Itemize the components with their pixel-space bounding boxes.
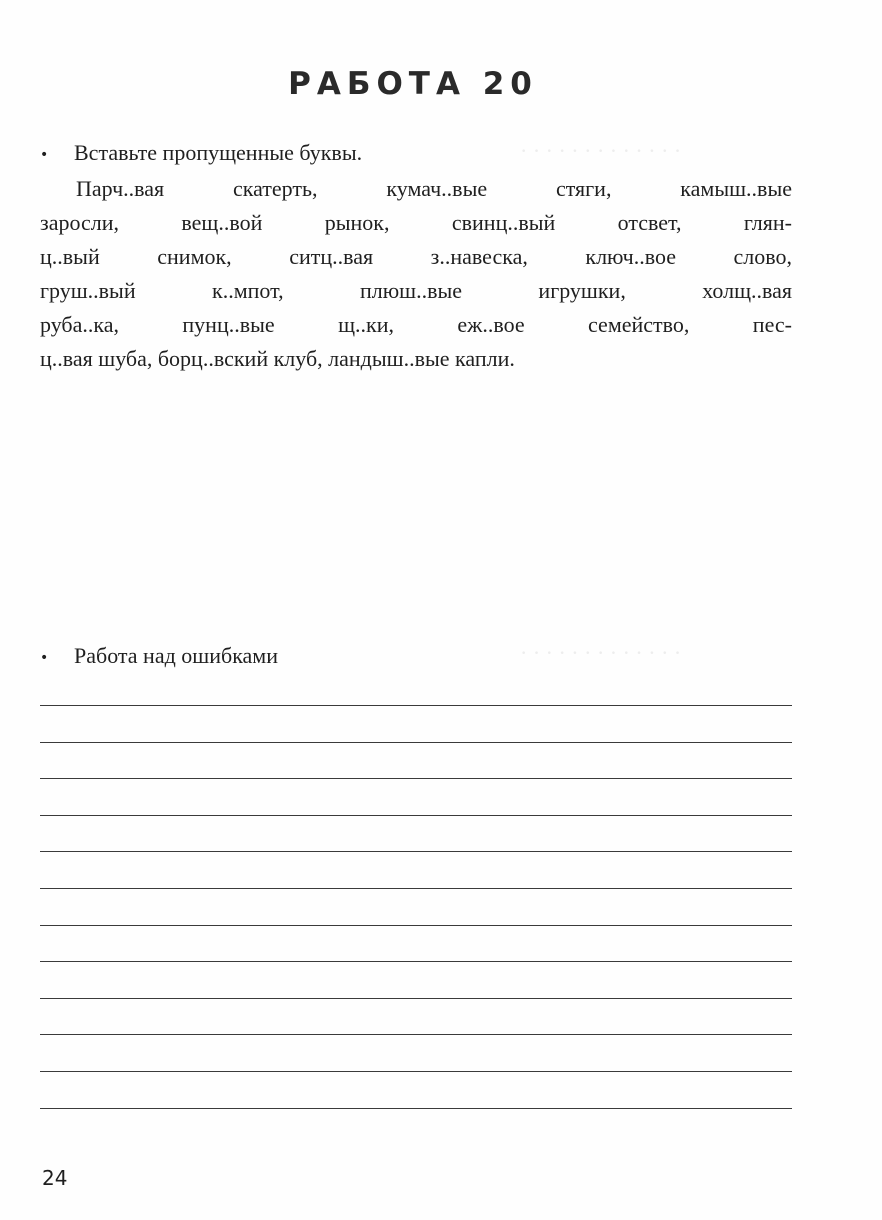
writing-line xyxy=(40,998,792,1035)
page-title: РАБОТА 20 xyxy=(288,66,538,102)
page-number: 24 xyxy=(42,1166,68,1190)
exercise-line: ц..вая шуба, борц..вский клуб, ландыш..вые капли. xyxy=(40,346,515,371)
exercise-line: Парч..вая скатерть, кумач..вые стяги, камыш..вые xyxy=(76,176,792,201)
exercise-line: заросли, вещ..вой рынок, свинц..вый отсвет, глян- xyxy=(40,210,792,235)
exercise-line: руба..ка, пунц..вые щ..ки, еж..вое семейство, пес- xyxy=(40,312,792,337)
writing-line xyxy=(40,851,792,888)
writing-line xyxy=(40,925,792,962)
exercise-text xyxy=(40,172,792,376)
bullet-icon: • xyxy=(40,146,49,163)
exercise-line: груш..вый к..мпот, плюш..вые игрушки, холщ..вая xyxy=(40,278,792,303)
writing-line xyxy=(40,778,792,815)
exercise-line: ц..вый снимок, ситц..вая з..навеска, ключ..вое слово, xyxy=(40,244,792,269)
task-instruction xyxy=(40,140,362,166)
instruction-text: Вставьте пропущенные буквы. xyxy=(74,140,363,165)
writing-line xyxy=(40,815,792,852)
writing-line xyxy=(40,961,792,998)
writing-line xyxy=(40,705,792,742)
bleed-through-text: · · · · · · · · · · · · · xyxy=(520,138,682,163)
writing-line xyxy=(40,742,792,779)
writing-line xyxy=(40,1108,792,1145)
bleed-through-text: · · · · · · · · · · · · · xyxy=(520,640,682,665)
errors-section-heading xyxy=(40,643,278,669)
writing-lines xyxy=(40,705,792,1144)
writing-line xyxy=(40,1034,792,1071)
writing-line xyxy=(40,888,792,925)
bullet-icon: • xyxy=(40,649,49,666)
writing-line xyxy=(40,1071,792,1108)
errors-section-label: Работа над ошибками xyxy=(74,643,279,668)
